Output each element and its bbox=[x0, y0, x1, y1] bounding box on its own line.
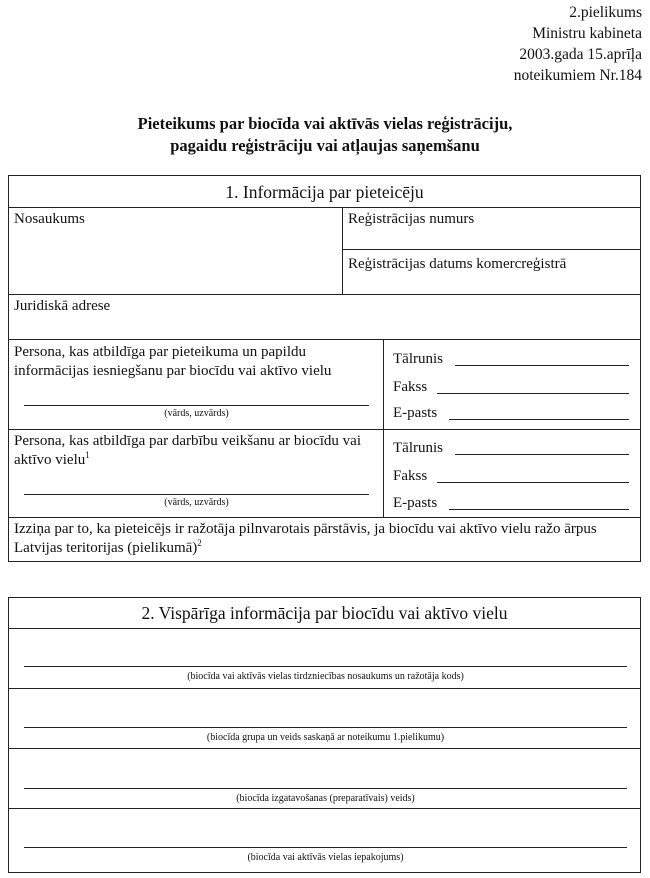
footnote-2-marker: 2 bbox=[197, 538, 202, 548]
person-1-name-caption: (vārds, uzvārds) bbox=[164, 408, 229, 419]
annex-line-3: 2003.gada 15.aprīļa bbox=[519, 46, 642, 63]
formulation-type-caption: (biocīda izgatavošanas (preparatīvais) veids) bbox=[236, 793, 415, 804]
footnote-1-marker: 1 bbox=[85, 450, 90, 460]
annex-line-4: noteikumiem Nr.184 bbox=[513, 67, 642, 84]
registration-number-label: Reģistrācijas numurs bbox=[348, 211, 475, 227]
authorized-representative-certificate: Izziņa par to, ka pieteicējs ir ražotāja pilnvarotais pārstāvis, ja biocīdu vai aktīvo vielu ražo ārpus Latvijas teritorijas (pielikumā)$^2$ bbox=[14, 521, 597, 556]
packaging-field[interactable] bbox=[24, 847, 627, 848]
person-1-description: Persona, kas atbildīga par pieteikuma un papildu informācijas iesniegšanu par biocīdu vai aktīvo vielu bbox=[14, 344, 332, 379]
divider bbox=[9, 628, 640, 629]
person-2-name-line[interactable] bbox=[24, 494, 369, 495]
person-2-email-label: E-pasts bbox=[393, 495, 438, 511]
person-1-email-label: E-pasts bbox=[393, 405, 438, 421]
title-line-2: pagaidu reģistrāciju vai atļaujas saņemšanu bbox=[170, 136, 480, 155]
biocide-group-caption: (biocīda grupa un veids saskaņā ar noteikumu 1.pielikumu) bbox=[206, 732, 445, 743]
title-line-1: Pieteikums par biocīda vai aktīvās vielas reģistrāciju, bbox=[137, 114, 513, 133]
trade-name-caption: (biocīda vai aktīvās vielas tirdzniecības nosaukums un ražotāja kods) bbox=[187, 671, 464, 682]
person-2-name-caption: (vārds, uzvārds) bbox=[164, 497, 229, 508]
divider bbox=[342, 249, 640, 250]
divider bbox=[9, 688, 640, 689]
section-1-heading: 1. Informācija par pieteicēju bbox=[225, 182, 424, 202]
person-1-name-line[interactable] bbox=[24, 405, 369, 406]
registration-date-label: Reģistrācijas datums komercreģistrā bbox=[348, 256, 567, 272]
person-2-fax-label: Fakss bbox=[393, 468, 428, 484]
packaging-caption: (biocīda vai aktīvās vielas iepakojums) bbox=[247, 852, 404, 863]
divider bbox=[9, 748, 640, 749]
divider bbox=[9, 339, 640, 340]
person-2-phone-label: Tālrunis bbox=[393, 440, 443, 456]
biocide-group-field[interactable] bbox=[24, 727, 627, 728]
divider bbox=[9, 517, 640, 518]
annex-line-2: Ministru kabineta bbox=[532, 25, 642, 42]
section-2-heading: 2. Vispārīga informācija par biocīdu vai aktīvo vielu bbox=[141, 603, 508, 623]
annex-header bbox=[514, 2, 642, 86]
person-1-fax-field[interactable] bbox=[437, 393, 629, 394]
person-1-email-field[interactable] bbox=[449, 419, 629, 420]
trade-name-field[interactable] bbox=[24, 666, 627, 667]
section-1-table bbox=[8, 175, 641, 562]
divider bbox=[9, 429, 640, 430]
person-1-fax-label: Fakss bbox=[393, 379, 428, 395]
person-2-email-field[interactable] bbox=[449, 509, 629, 510]
formulation-type-field[interactable] bbox=[24, 788, 627, 789]
divider bbox=[9, 294, 640, 295]
person-1-phone-field[interactable] bbox=[455, 365, 629, 366]
document-title bbox=[0, 113, 650, 157]
person-1-phone-label: Tālrunis bbox=[393, 351, 443, 367]
divider bbox=[342, 207, 343, 294]
person-2-fax-field[interactable] bbox=[437, 482, 629, 483]
applicant-name-label: Nosaukums bbox=[14, 211, 85, 227]
divider bbox=[9, 207, 640, 208]
section-2-table bbox=[8, 597, 641, 873]
person-2-phone-field[interactable] bbox=[455, 454, 629, 455]
person-2-description: Persona, kas atbildīga par darbību veikšanu ar biocīdu vai aktīvo vielu$^1$ bbox=[14, 433, 361, 468]
divider bbox=[383, 339, 384, 517]
legal-address-label: Juridiskā adrese bbox=[14, 298, 111, 314]
annex-line-1: 2.pielikums bbox=[569, 4, 642, 21]
divider bbox=[9, 808, 640, 809]
